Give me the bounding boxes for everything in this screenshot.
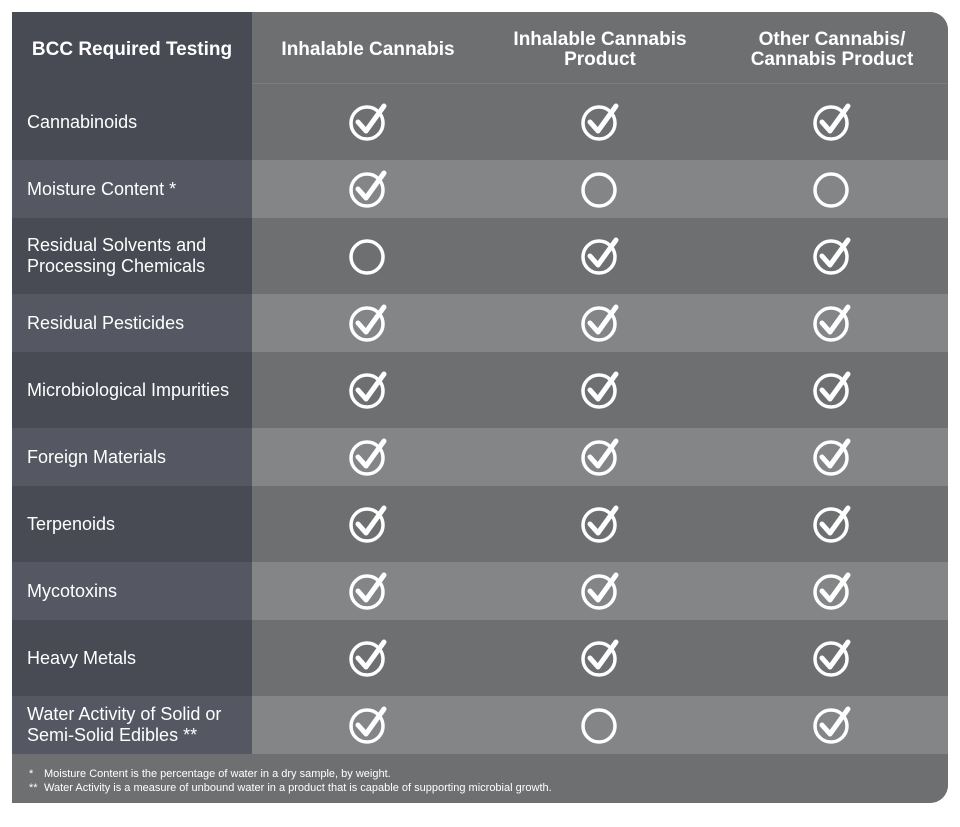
footnote-text: Moisture Content is the percentage of water in a dry sample, by weight. [44,768,391,780]
empty-circle-icon [348,236,388,276]
footnote-text: Water Activity is a measure of unbound water in a product that is capable of supporting microbial growth. [44,782,552,794]
mark-cell [716,562,948,620]
mark-cell [484,696,716,754]
row-label-cell [12,218,252,294]
mark-cell [484,84,716,160]
header-inhalable-cannabis-product: Inhalable Cannabis Product [484,12,716,84]
mark-cell [252,696,484,754]
header-inhalable-cannabis: Inhalable Cannabis [252,12,484,84]
check-circle-icon [580,504,620,544]
mark-cell [716,218,948,294]
mark-cell [252,160,484,218]
check-circle-icon [580,236,620,276]
mark-cell [484,428,716,486]
row-label: Cannabinoids [12,84,252,160]
row-label: Residual Solvents and Processing Chemicals [12,218,252,294]
mark-cell [484,486,716,562]
check-circle-icon [348,370,388,410]
mark-cell [252,620,484,696]
check-circle-icon [812,571,852,611]
mark-cell [716,696,948,754]
row-label-cell [12,620,252,696]
mark-cell [716,352,948,428]
footnote [29,767,948,781]
check-circle-icon [348,169,388,209]
check-circle-icon [580,638,620,678]
check-circle-icon [580,571,620,611]
testing-table [12,12,948,754]
mark-cell [716,294,948,352]
row-label: Mycotoxins [12,562,252,620]
check-circle-icon [348,303,388,343]
row-label-cell [12,84,252,160]
check-circle-icon [580,303,620,343]
mark-cell [484,218,716,294]
footnote [29,781,948,795]
check-circle-icon [348,102,388,142]
check-circle-icon [812,236,852,276]
footnotes [12,760,948,803]
mark-cell [252,294,484,352]
mark-cell [716,486,948,562]
check-circle-icon [348,705,388,745]
testing-table-card [12,12,948,803]
mark-cell [252,428,484,486]
mark-cell [484,160,716,218]
empty-circle-icon [580,705,620,745]
check-circle-icon [812,303,852,343]
check-circle-icon [812,370,852,410]
row-label: Water Activity of Solid or Semi-Solid Edibles ** [12,696,252,754]
check-circle-icon [812,504,852,544]
mark-cell [716,428,948,486]
check-circle-icon [580,437,620,477]
mark-cell [716,160,948,218]
check-circle-icon [348,571,388,611]
check-circle-icon [812,102,852,142]
row-label: Moisture Content * [12,160,252,218]
mark-cell [484,562,716,620]
row-label-cell [12,696,252,754]
row-label: Microbiological Impurities [12,352,252,428]
row-label-cell [12,562,252,620]
check-circle-icon [580,370,620,410]
row-label-cell [12,486,252,562]
mark-cell [252,84,484,160]
empty-circle-icon [812,169,852,209]
mark-cell [716,84,948,160]
check-circle-icon [812,705,852,745]
row-label: Heavy Metals [12,620,252,696]
check-circle-icon [348,437,388,477]
row-label-cell [12,428,252,486]
mark-cell [252,562,484,620]
row-label-cell [12,352,252,428]
footnote-marker: ** [29,782,38,794]
check-circle-icon [812,638,852,678]
mark-cell [484,352,716,428]
row-label: Terpenoids [12,486,252,562]
check-circle-icon [348,638,388,678]
check-circle-icon [812,437,852,477]
row-label: Foreign Materials [12,428,252,486]
mark-cell [484,294,716,352]
mark-cell [252,486,484,562]
mark-cell [716,620,948,696]
footnote-marker: * [29,768,34,780]
header-testing: BCC Required Testing [12,12,252,84]
mark-cell [484,620,716,696]
check-circle-icon [348,504,388,544]
mark-cell [252,218,484,294]
row-label-cell [12,160,252,218]
empty-circle-icon [580,169,620,209]
row-label: Residual Pesticides [12,294,252,352]
mark-cell [252,352,484,428]
row-label-cell [12,294,252,352]
check-circle-icon [580,102,620,142]
header-other-cannabis-product: Other Cannabis/ Cannabis Product [716,12,948,84]
